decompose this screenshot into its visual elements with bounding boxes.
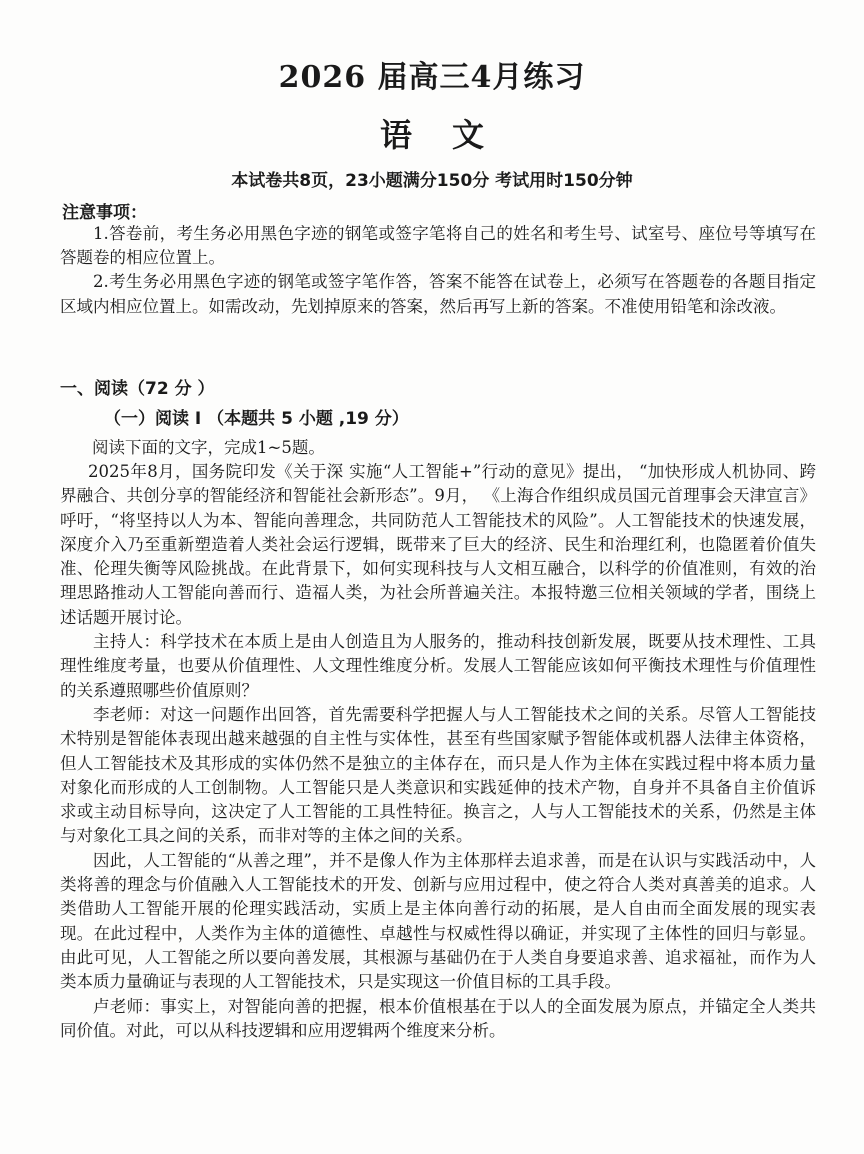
note-item: 1.答卷前，考生务必用黑色字迹的钢笔或签字笔将自己的姓名和考生号、试室号、座位号等填写在答题卷的相应位置上。: [60, 224, 816, 268]
notes-list: [60, 222, 816, 319]
article-paragraph: 主持人：科学技术在本质上是由人创造且为人服务的，推动科技创新发展，既要从技术理性、工具理性维度考量，也要从价值理性、人文理性维度分析。发展人工智能应该如何平衡技术理性与价值理性的关系遵照哪些价值原则？: [60, 632, 816, 700]
subject-title: 语文: [379, 116, 524, 154]
article-paragraph: 卢老师：事实上，对智能向善的把握，根本价值根基在于以人的全面发展为原点，并锚定全人类共同价值。对此，可以从科技逻辑和应用逻辑两个维度来分析。: [60, 996, 816, 1040]
article-paragraph: 因此，人工智能的“从善之理”，并不是像人作为主体那样去追求善，而是在认识与实践活动中，人类将善的理念与价值融入人工智能技术的开发、创新与应用过程中，使之符合人类对真善美的追求。人类借助人工智能开展的伦理实践活动，实质上是主体向善行动的拓展，是人自由而全面发展的现实表现。在此过程中，人类作为主体的道德性、卓越性与权威性得以确证，并实现了主体性的回归与彰显。由此可见，人工智能之所以要向善发展，其根源与基础仍在于人类自身要追求善、追求福祉，而作为人类本质力量确证与表现的人工智能技术，只是实现这一价值目标的工具手段。: [60, 850, 816, 992]
exam-title: 2026 届高三4月练习: [278, 60, 586, 95]
exam-info: 本试卷共8页，23小题满分150分 考试用时150分钟: [231, 171, 633, 191]
subsection-heading: （一）阅读 Ⅰ （本题共 5 小题 ,19 分）: [104, 409, 409, 429]
note-item: 2.考生务必用黑色字迹的钢笔或签字笔作答，答案不能答在试卷上，必须写在答题卷的各题目指定区域内相应位置上。如需改动，先划掉原来的答案，然后再写上新的答案。不准使用铅笔和涂改液。: [60, 272, 816, 316]
reading-instruction: 阅读下面的文字，完成1~5题。: [92, 438, 325, 457]
article-body: [60, 460, 816, 1043]
article-paragraph: 2025年8月，国务院印发《关于深 实施“人工智能+”行动的意见》提出， “加快形成人机协同、跨界融合、共创分享的智能经济和智能社会新形态”。9月， 《上海合作组织成员国元首理事会天津宣言》呼吁，“将坚持以人为本、智能向善理念，共同防范人工智能技术的风险”。人工智能技术的快速发展，深度介入乃至重新塑造着人类社会运行逻辑，既带来了巨大的经济、民生和治理红利，也隐匿着价值失准、伦理失衡等风险挑战。在此背景下，如何实现科技与人文相互融合，以科学的价值准则，有效的治理思路推动人工智能向善而行、造福人类，为社会所普遍关注。本报特邀三位相关领域的学者，围绕上述话题开展讨论。: [60, 462, 816, 627]
article-paragraph: 李老师：对这一问题作出回答，首先需要科学把握人与人工智能技术之间的关系。尽管人工智能技术特别是智能体表现出越来越强的自主性与实体性，甚至有些国家赋予智能体或机器人法律主体资格，但人工智能技术及其形成的实体仍然不是独立的主体存在，而只是人作为主体在实践过程中将本质力量对象化而形成的人工创制物。人工智能只是人类意识和实践延伸的技术产物，自身并不具备自主价值诉求或主动目标导向，这决定了人工智能的工具性特征。换言之，人与人工智能技术的关系，仍然是主体与对象化工具之间的关系，而非对等的主体之间的关系。: [60, 704, 816, 846]
notes-heading: 注意事项：: [62, 203, 147, 223]
section-heading: 一、阅读（72 分 ）: [60, 379, 215, 399]
